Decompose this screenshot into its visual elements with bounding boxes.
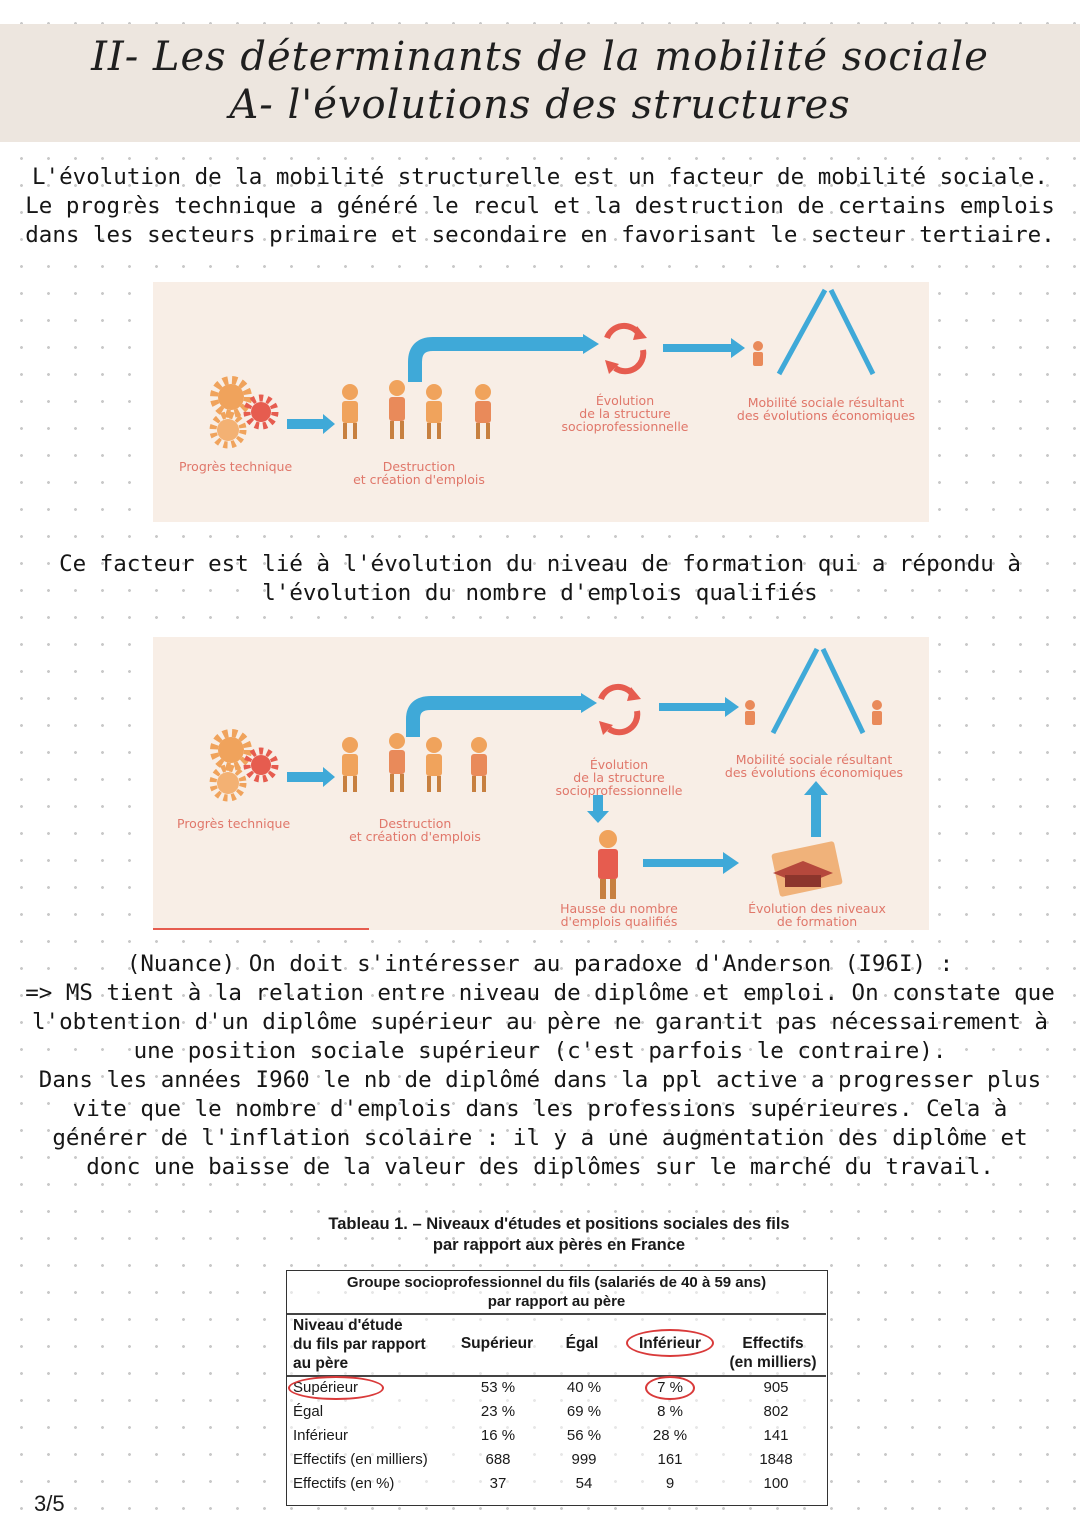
anderson-paragraph bbox=[8, 950, 1072, 1182]
divider bbox=[287, 1313, 826, 1315]
highlight-circle bbox=[645, 1376, 695, 1400]
row-header: Niveau d'étude du fils par rapport au père bbox=[293, 1317, 426, 1372]
col-header-egal: Égal bbox=[565, 1335, 599, 1352]
intro-paragraph bbox=[8, 163, 1072, 250]
table-cell: 141 bbox=[763, 1427, 789, 1444]
table-cell: 9 bbox=[665, 1475, 675, 1492]
anderson-line: (Nuance) On doit s'intéresser au paradoxe d'Anderson (I96I) : bbox=[126, 951, 954, 977]
label-niveaux-formation: Évolution des niveaux de formation bbox=[748, 901, 886, 929]
row-label: Égal bbox=[293, 1403, 324, 1420]
table-group-header: Groupe socioprofessionnel du fils (salariés de 40 à 59 ans) par rapport au père bbox=[346, 1274, 767, 1310]
worker-figure-icon bbox=[342, 733, 487, 792]
middle-line: Ce facteur est lié à l'évolution du niveau de formation qui a répondu à bbox=[59, 551, 1021, 577]
table-frame bbox=[286, 1270, 828, 1506]
middle-line: l'évolution du nombre d'emplois qualifiés bbox=[262, 580, 818, 606]
table-cell: 905 bbox=[763, 1379, 789, 1396]
row-label: Supérieur bbox=[293, 1379, 359, 1396]
label-destruction: Destruction et création d'emplois bbox=[349, 816, 481, 844]
row-label: Inférieur bbox=[293, 1427, 349, 1444]
table-cell: 16 % bbox=[480, 1427, 516, 1444]
cycle-arrows-icon bbox=[599, 687, 641, 735]
social-ladder-icon bbox=[779, 290, 873, 374]
table-cell: 1848 bbox=[759, 1451, 793, 1468]
table-cell: 28 % bbox=[652, 1427, 688, 1444]
worker-figure-icon bbox=[753, 341, 763, 366]
anderson-line: une position sociale supérieur (c'est parfois le contraire). bbox=[133, 1038, 947, 1064]
red-underline bbox=[153, 928, 369, 930]
worker-figure-icon bbox=[598, 830, 618, 899]
intro-line: Le progrès technique a généré le recul et la destruction de certains emplois bbox=[25, 193, 1055, 219]
label-hausse-emplois-qualifies: Hausse du nombre d'emplois qualifiés bbox=[560, 901, 678, 929]
label-mobilite-sociale: Mobilité sociale résultant des évolutions économiques bbox=[736, 395, 916, 423]
anderson-line: => MS tient à la relation entre niveau de diplôme et emploi. On constate que bbox=[25, 980, 1055, 1006]
col-header-effectifs: Effectifs (en milliers) bbox=[729, 1335, 817, 1371]
table-cell: 37 bbox=[489, 1475, 507, 1492]
anderson-line: donc une baisse de la valeur des diplômes sur le marché du travail. bbox=[86, 1154, 994, 1180]
highlight-circle bbox=[626, 1329, 714, 1357]
table-cell: 7 % bbox=[657, 1379, 683, 1396]
table-cell: 23 % bbox=[480, 1403, 516, 1420]
table-cell: 56 % bbox=[566, 1427, 602, 1444]
diagram-mobility-structure bbox=[153, 282, 929, 522]
label-destruction: Destruction et création d'emplois bbox=[353, 459, 485, 487]
anderson-line: vite que le nombre d'emplois dans les professions supérieures. Cela à bbox=[72, 1096, 1008, 1122]
row-label: Effectifs (en milliers) bbox=[293, 1451, 428, 1468]
arrow-icon bbox=[287, 414, 335, 434]
arrow-icon bbox=[287, 767, 335, 787]
col-header-inferieur: Inférieur bbox=[638, 1335, 701, 1352]
table-caption: Tableau 1. – Niveaux d'études et positions sociales des fils par rapport aux pères en France bbox=[328, 1215, 790, 1254]
cycle-arrows-icon bbox=[605, 326, 647, 374]
table-cell: 999 bbox=[571, 1451, 597, 1468]
label-evolution-structure: Évolution de la structure socioprofessionnelle bbox=[555, 757, 683, 798]
middle-paragraph bbox=[8, 550, 1072, 608]
title-band bbox=[0, 24, 1080, 142]
anderson-line: générer de l'inflation scolaire : il y a une augmentation des diplôme et bbox=[52, 1125, 1028, 1151]
table-cell: 69 % bbox=[566, 1403, 602, 1420]
graduation-cap-icon bbox=[771, 841, 843, 897]
section-title: II- Les déterminants de la mobilité sociale bbox=[91, 34, 989, 80]
table-cell: 54 bbox=[575, 1475, 593, 1492]
row-label: Effectifs (en %) bbox=[293, 1475, 395, 1492]
table-cell: 100 bbox=[763, 1475, 789, 1492]
worker-figure-icon bbox=[745, 700, 882, 725]
table-cell: 8 % bbox=[657, 1403, 683, 1420]
col-header-superieur: Supérieur bbox=[460, 1335, 534, 1352]
label-evolution-structure: Évolution de la structure socioprofessionnelle bbox=[561, 393, 689, 434]
table-anderson bbox=[286, 1210, 832, 1510]
page-number: 3/5 bbox=[34, 1491, 65, 1516]
gear-icon bbox=[213, 380, 275, 445]
subsection-title: A- l'évolutions des structures bbox=[229, 82, 851, 128]
diagram-2-graphics bbox=[153, 637, 929, 930]
label-mobilite-sociale: Mobilité sociale résultant des évolutions économiques bbox=[724, 752, 904, 780]
anderson-line: l'obtention d'un diplôme supérieur au père ne garantit pas nécessairement à bbox=[32, 1009, 1048, 1035]
social-ladder-icon bbox=[773, 649, 863, 733]
table-cell: 40 % bbox=[566, 1379, 602, 1396]
anderson-line: Dans les années I960 le nb de diplômé dans la ppl active a progresser plus bbox=[38, 1067, 1042, 1093]
intro-line: dans les secteurs primaire et secondaire en favorisant le secteur tertiaire. bbox=[25, 222, 1055, 248]
table-cell: 688 bbox=[485, 1451, 511, 1468]
diagram-mobility-formation bbox=[153, 637, 929, 930]
table-cell: 161 bbox=[657, 1451, 683, 1468]
label-progres-technique: Progrès technique bbox=[177, 816, 291, 831]
worker-figure-icon bbox=[342, 380, 491, 439]
label-progres-technique: Progrès technique bbox=[179, 459, 293, 474]
table-cell: 802 bbox=[763, 1403, 789, 1420]
table-cell: 53 % bbox=[480, 1379, 516, 1396]
highlight-circle bbox=[288, 1376, 384, 1400]
gear-icon bbox=[213, 733, 275, 798]
divider bbox=[287, 1375, 826, 1377]
intro-line: L'évolution de la mobilité structurelle est un facteur de mobilité sociale. bbox=[32, 164, 1048, 190]
